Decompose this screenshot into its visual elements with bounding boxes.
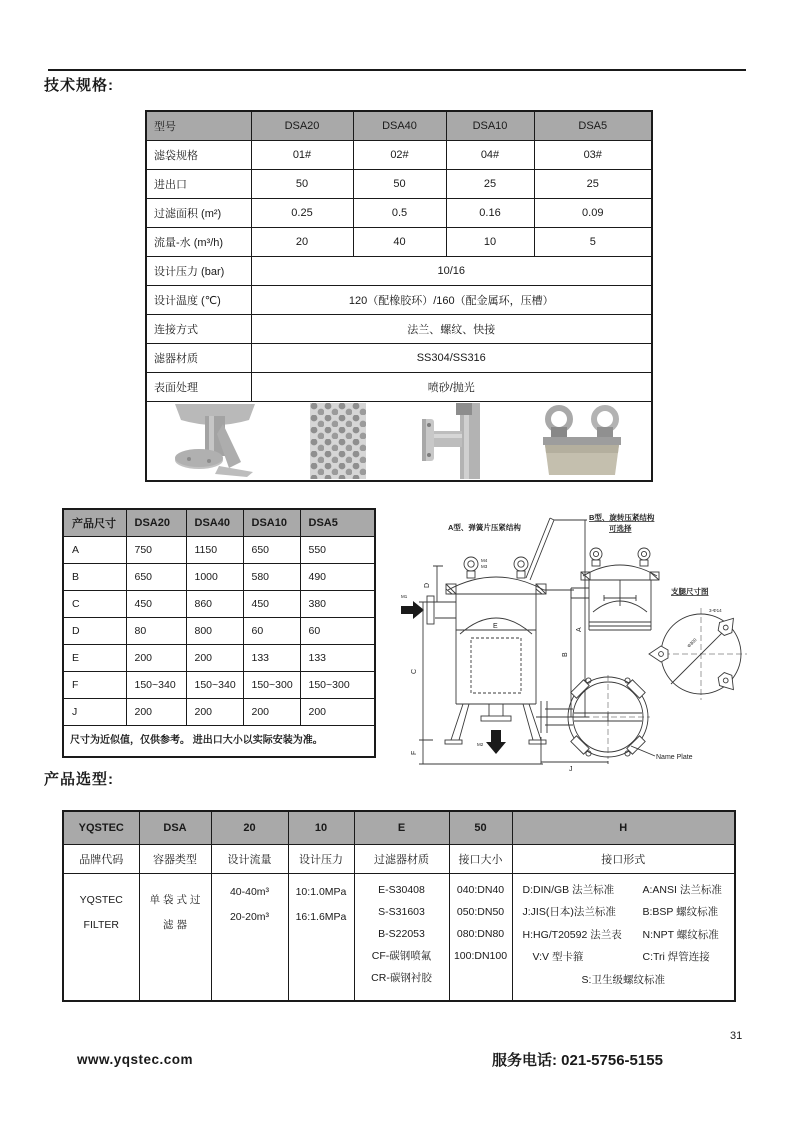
table-row: [146, 169, 652, 198]
size-option: 050:DN50: [456, 905, 505, 918]
footer-website: www.yqstec.com: [77, 1052, 194, 1067]
dim-label-d: D: [424, 582, 431, 588]
interface-option-row: [519, 879, 729, 902]
dimension-table: [62, 508, 376, 758]
row-label: 滤袋规格: [146, 140, 251, 169]
row-label: 进出口: [146, 169, 251, 198]
row-label: 连接方式: [146, 314, 251, 343]
section-title-selection: 产品选型:: [44, 771, 114, 788]
label-pressure: 设计压力: [288, 844, 354, 873]
label-size: 接口大小: [449, 844, 512, 873]
cell: 0.16: [446, 198, 534, 227]
cell: 03#: [534, 140, 652, 169]
pressure-option: 16:1.6MPa: [295, 910, 347, 923]
cell: 150~340: [186, 671, 243, 698]
label-flow: 设计流量: [211, 844, 288, 873]
selection-body-row: [63, 873, 735, 1001]
table-row: [63, 617, 375, 644]
interface-option: N:NPT 螺纹标准: [642, 928, 719, 941]
table-row: [146, 285, 652, 314]
cell: 60: [243, 617, 300, 644]
row-label: D: [63, 617, 126, 644]
table-row: [63, 536, 375, 563]
cell: 5: [534, 227, 652, 256]
cell: 20: [251, 227, 353, 256]
cell: SS304/SS316: [251, 343, 652, 372]
cell: 04#: [446, 140, 534, 169]
clamp-ring-photo: [533, 405, 629, 477]
footer-service-phone: 服务电话: 021-5756-5155: [492, 1052, 663, 1069]
cell: 10/16: [251, 256, 652, 285]
interface-option-row: [519, 901, 729, 924]
interface-option: A:ANSI 法兰标准: [642, 883, 722, 896]
bolt-label-m3: M3: [481, 564, 488, 569]
dim-label-c: C: [411, 668, 418, 674]
code-series: DSA: [139, 811, 211, 844]
table-row: [146, 140, 652, 169]
leg-diagram-title: 支腿尺寸图: [671, 587, 709, 596]
row-label: 滤器材质: [146, 343, 251, 372]
label-material: 过滤器材质: [354, 844, 449, 873]
perforated-mesh-photo: [310, 403, 366, 479]
flow-cell: [211, 873, 288, 1001]
spec-header-row: [146, 111, 652, 140]
cell: 0.5: [353, 198, 446, 227]
cell: 650: [126, 563, 186, 590]
dim-label-e: E: [493, 623, 498, 630]
spec-header-model: 型号: [146, 111, 251, 140]
b-type-label: B型、旋转压紧结构: [589, 513, 655, 522]
cell: 580: [243, 563, 300, 590]
dimension-note: 尺寸为近似值，仅供参考。 进出口大小以实际安装为准。: [63, 725, 375, 757]
interface-option: V:V 型卡箍: [532, 951, 584, 963]
pressure-option: 10:1.0MPa: [295, 885, 347, 898]
row-label: J: [63, 698, 126, 725]
filter-base-photo: [169, 404, 261, 478]
interface-cell: [512, 873, 735, 1001]
cell: 10: [446, 227, 534, 256]
cell: 200: [186, 644, 243, 671]
material-option: S-S31603: [378, 905, 425, 918]
interface-option-row: [519, 946, 729, 969]
vessel-type-cell: [139, 873, 211, 1001]
selection-code-row: [63, 811, 735, 844]
code-size: 50: [449, 811, 512, 844]
row-label: E: [63, 644, 126, 671]
nameplate-label: Name Plate: [656, 754, 693, 761]
code-pressure: 10: [288, 811, 354, 844]
cell: 860: [186, 590, 243, 617]
cell: 50: [251, 169, 353, 198]
dim-header-title: 产品尺寸: [63, 509, 126, 536]
cell: 550: [300, 536, 375, 563]
spec-table: [145, 110, 653, 482]
vessel-line: 单 袋 式 过: [149, 893, 201, 906]
row-label: C: [63, 590, 126, 617]
cell: 200: [126, 644, 186, 671]
page-number: 31: [730, 1030, 743, 1042]
interface-option: H:HG/T20592 法兰表: [522, 928, 622, 941]
cell: 380: [300, 590, 375, 617]
row-label: 过滤面积 (m²): [146, 198, 251, 227]
outlet-label: M2: [477, 742, 484, 747]
flow-option: 20-20m³: [229, 910, 270, 923]
brand-line: YQSTEC: [79, 893, 123, 906]
cell: 200: [186, 698, 243, 725]
b-type-sublabel: 可选择: [609, 524, 632, 533]
interface-option: B:BSP 螺纹标准: [642, 906, 719, 918]
table-row: [63, 698, 375, 725]
cell: 01#: [251, 140, 353, 169]
table-row: [146, 198, 652, 227]
material-option: CF-碳钢喷氟: [371, 949, 432, 962]
row-label: 设计压力 (bar): [146, 256, 251, 285]
dim-label-a: A: [576, 627, 583, 632]
cell: 0.25: [251, 198, 353, 227]
code-brand: YQSTEC: [63, 811, 139, 844]
photo-strip: [147, 402, 651, 480]
cell: 800: [186, 617, 243, 644]
cell: 650: [243, 536, 300, 563]
leg-circle-dim: Φ300: [686, 637, 698, 649]
cell: 25: [446, 169, 534, 198]
cell: 25: [534, 169, 652, 198]
spec-header-dsa5: DSA5: [534, 111, 652, 140]
interface-option-row: [519, 924, 729, 947]
table-row: [63, 671, 375, 698]
cell: 200: [300, 698, 375, 725]
spec-header-dsa10: DSA10: [446, 111, 534, 140]
selection-label-row: [63, 844, 735, 873]
row-label: F: [63, 671, 126, 698]
cell: 150~340: [126, 671, 186, 698]
table-row: [146, 372, 652, 401]
brand-line: FILTER: [83, 918, 119, 931]
table-row: [146, 343, 652, 372]
interface-option: C:Tri 焊管连接: [642, 951, 710, 963]
cell: 40: [353, 227, 446, 256]
header-rule: [48, 69, 746, 71]
material-option: CR-碳钢衬胶: [371, 971, 432, 984]
code-interface: H: [512, 811, 735, 844]
size-option: 040:DN40: [456, 883, 505, 896]
spec-header-dsa20: DSA20: [251, 111, 353, 140]
material-option: B-S22053: [378, 927, 425, 940]
flange-port-photo: [416, 403, 484, 479]
material-option: E-S30408: [378, 883, 425, 896]
table-row: [146, 256, 652, 285]
product-photos-cell: [146, 401, 652, 481]
size-cell: [449, 873, 512, 1001]
label-interface: 接口形式: [512, 844, 735, 873]
row-label: 设计温度 (℃): [146, 285, 251, 314]
cell: 450: [243, 590, 300, 617]
cell: 200: [126, 698, 186, 725]
dim-header-dsa40: DSA40: [186, 509, 243, 536]
dim-header-dsa10: DSA10: [243, 509, 300, 536]
vessel-line: 滤 器: [163, 918, 187, 931]
table-row: [63, 725, 375, 757]
interface-option: J:JIS(日本)法兰标准: [522, 906, 616, 918]
interface-option: D:DIN/GB 法兰标准: [522, 883, 615, 896]
cell: 450: [126, 590, 186, 617]
cell: 200: [243, 698, 300, 725]
table-row: [63, 590, 375, 617]
table-row: [146, 227, 652, 256]
dim-header-dsa20: DSA20: [126, 509, 186, 536]
table-row: [63, 644, 375, 671]
cell: 150~300: [300, 671, 375, 698]
brand-cell: [63, 873, 139, 1001]
table-row: [63, 563, 375, 590]
dim-header-dsa5: DSA5: [300, 509, 375, 536]
cell: 50: [353, 169, 446, 198]
cell: 1150: [186, 536, 243, 563]
cell: 喷砂/抛光: [251, 372, 652, 401]
bolt-label-m4: M4: [481, 558, 488, 563]
selection-table: [62, 810, 736, 1002]
cell: 490: [300, 563, 375, 590]
size-option: 100:DN100: [453, 949, 508, 962]
code-flow: 20: [211, 811, 288, 844]
row-label: 表面处理: [146, 372, 251, 401]
dim-label-b: B: [562, 652, 569, 657]
label-series: 容器类型: [139, 844, 211, 873]
cell: 133: [300, 644, 375, 671]
cell: 02#: [353, 140, 446, 169]
dim-label-j: J: [569, 766, 573, 773]
row-label: B: [63, 563, 126, 590]
cell: 0.09: [534, 198, 652, 227]
a-type-label: A型、弹簧片压紧结构: [448, 523, 521, 532]
pressure-cell: [288, 873, 354, 1001]
dimension-header-row: [63, 509, 375, 536]
table-row: [146, 314, 652, 343]
size-option: 080:DN80: [456, 927, 505, 940]
section-title-specs: 技术规格:: [44, 77, 114, 94]
interface-option: S:卫生级螺纹标准: [581, 973, 665, 986]
dim-label-f: F: [411, 750, 418, 755]
product-photos-row: [146, 401, 652, 481]
cell: 150~300: [243, 671, 300, 698]
row-label: A: [63, 536, 126, 563]
cell: 120（配橡胶环）/160（配金属环，压槽）: [251, 285, 652, 314]
leg-holes-label: 3-Φ14: [709, 608, 722, 613]
spec-header-dsa40: DSA40: [353, 111, 446, 140]
row-label: 流量-水 (m³/h): [146, 227, 251, 256]
flow-option: 40-40m³: [229, 885, 270, 898]
cell: 60: [300, 617, 375, 644]
cell: 1000: [186, 563, 243, 590]
label-brand: 品牌代码: [63, 844, 139, 873]
inlet-label: M1: [401, 594, 408, 599]
cell: 750: [126, 536, 186, 563]
material-cell: [354, 873, 449, 1001]
code-material: E: [354, 811, 449, 844]
technical-drawing: [393, 502, 785, 774]
cell: 法兰、螺纹、快接: [251, 314, 652, 343]
cell: 133: [243, 644, 300, 671]
cell: 80: [126, 617, 186, 644]
